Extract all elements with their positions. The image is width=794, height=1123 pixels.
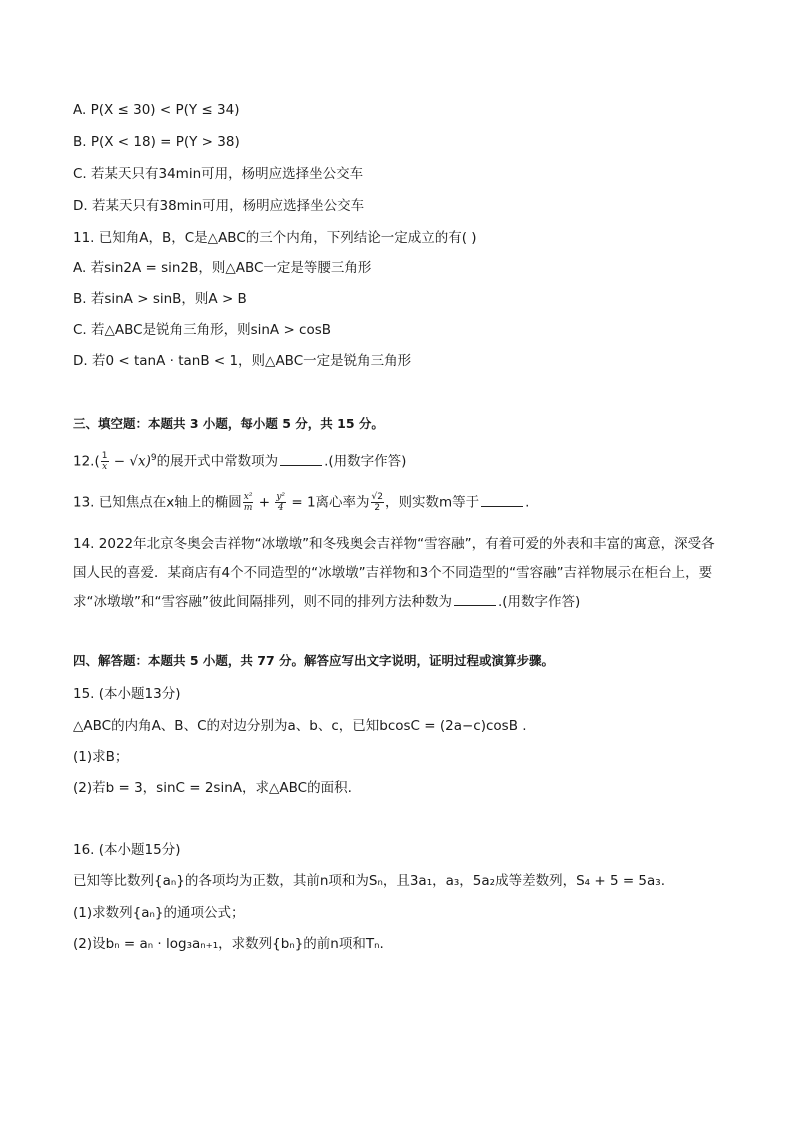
q10-option-b: B. P(X < 18) = P(Y > 38) [73,134,240,150]
q13-eq: = 1离心率为 [287,494,370,511]
q12-text: 12.( $\frac{1}{x}$ − √x)$^9$的展开式中常数项为 .(用数字作答) [73,451,407,472]
q13-e-num: √2 [371,492,383,502]
q11-option-a: A. 若sin2A = sin2B，则△ABC一定是等腰三角形 [73,260,372,276]
q14-text [73,530,723,617]
q12-tail: 的展开式中常数项为 [156,453,279,470]
q14-body: 14. 2022年北京冬奥会吉祥物“冰墩墩”和冬残奥会吉祥物“雪容融”，有着可爱的外表和丰富的寓意，深受各国人民的喜爱．某商店有4个不同造型的“冰墩墩”吉祥物和3个不同造型的“雪容融”吉祥物展示在柜台上，要求“冰墩墩”和“雪容融”彼此间隔排列，则不同的排列方法种数为 [73,536,715,610]
q11-option-c: C. 若△ABC是锐角三角形，则sinA > cosB [73,322,332,338]
q12-frac-den: x [102,462,108,472]
q12-frac-num: 1 [101,451,108,461]
section4-heading: 四、解答题：本题共 5 小题，共 77 分。解答应写出文字说明，证明过程或演算步骤。 [73,653,555,668]
q12-expr: − √x) [109,453,151,470]
q11-option-d: D. 若0 < tanA · tanB < 1，则△ABC一定是锐角三角形 [73,353,412,369]
q10-option-d: D. 若某天只有38min可用，杨明应选择坐公交车 [73,198,365,214]
q13-fraction-e [371,492,384,513]
section3-heading: 三、填空题：本题共 3 小题，每小题 5 分，共 15 分。 [73,416,384,431]
q16-stem: 已知等比数列{aₙ}的各项均为正数，其前n项和为Sₙ，且3a₁，a₃，5a₂成等差数列，S₄ + 5 = 5a₃. [73,873,665,889]
q16-title: 16. (本小题15分) [73,842,181,858]
q13-answer-blank[interactable] [481,493,523,507]
q13-f2-num: y² [276,492,286,502]
q16-part1: (1)求数列{aₙ}的通项公式； [73,905,245,921]
q10-option-a: A. P(X ≤ 30) < P(Y ≤ 34) [73,102,240,118]
q13-after: . [525,494,530,511]
q12-fraction [101,451,109,472]
q13-tail: ，则实数m等于 [385,494,480,511]
q16-part2: (2)设bₙ = aₙ · log₃aₙ₊₁，求数列{bₙ}的前n项和Tₙ. [73,936,384,952]
q15-stem: △ABC的内角A、B、C的对边分别为a、b、c，已知bcosC = (2a−c)cosB . [73,718,527,734]
q14-after: .(用数字作答) [497,594,581,610]
q13-text [73,492,529,513]
q12-answer-blank[interactable] [280,452,322,466]
q13-e-den: 2 [374,503,381,513]
q13-fraction-y [275,492,286,513]
q11-option-b: B. 若sinA > sinB，则A > B [73,291,247,307]
q11-stem: 11. 已知角A，B，C是△ABC的三个内角，下列结论一定成立的有( ) [73,230,477,246]
q12-exponent: 9 [150,453,157,463]
q15-title: 15. (本小题13分) [73,686,181,702]
q13-f2-den: 4 [277,503,284,513]
q13-prefix: 13. 已知焦点在x轴上的椭圆 [73,494,242,511]
q12-after: .(用数字作答) [324,453,407,470]
q13-f1-num: x² [243,492,253,502]
q13-plus: + [254,494,275,511]
q12-number: 12. [73,453,95,470]
q14-answer-blank[interactable] [454,592,496,606]
q13-fraction-x [243,492,254,513]
q15-part2: (2)若b = 3，sinC = 2sinA，求△ABC的面积. [73,780,352,796]
q13-f1-den: m [243,503,253,513]
q15-part1: (1)求B； [73,749,129,765]
q10-option-c: C. 若某天只有34min可用，杨明应选择坐公交车 [73,166,364,182]
